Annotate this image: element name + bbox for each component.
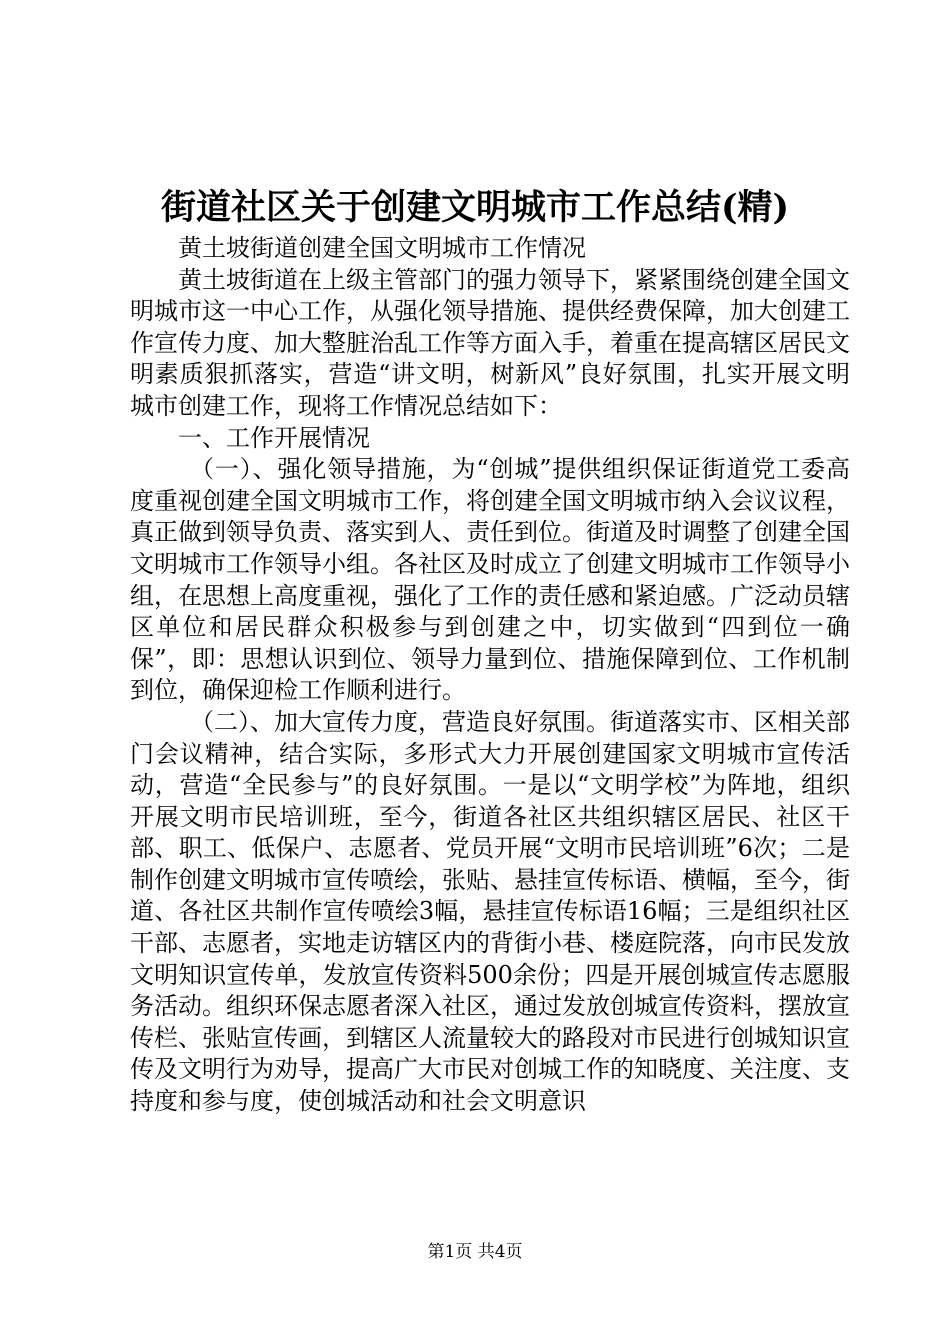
paragraph-intro: 黄土坡街道在上级主管部门的强力领导下，紧紧围绕创建全国文明城市这一中心工作，从强化领导措施、提供经费保障，加大创建工作宣传力度、加大整脏治乱工作等方面入手，着重在提高辖区居民文明素质狠抓落实，营造“讲文明，树新风”良好氛围，扎实开展文明城市创建工作，现将工作情况总结如下： <box>130 265 850 420</box>
section-heading-work-status: 一、工作开展情况 <box>178 423 370 452</box>
paragraph-section-1: （一）、强化领导措施，为“创城”提供组织保证街道党工委高度重视创建全国文明城市工作，将创建全国文明城市纳入会议议程，真正做到领导负责、落实到人、责任到位。街道及时调整了创建全国文明城市工作领导小组。各社区及时成立了创建文明城市工作领导小组，在思想上高度重视，强化了工作的责任感和紧迫感。广泛动员辖区单位和居民群众积极参与到创建之中，切实做到“四到位一确保”，即：思想认识到位、领导力量到位、措施保障到位、工作机制到位，确保迎检工作顺利进行。 <box>130 455 850 705</box>
document-body <box>130 233 850 1118</box>
paragraph-subtitle: 黄土坡街道创建全国文明城市工作情况 <box>178 234 586 262</box>
paragraph-section-2: （二）、加大宣传力度，营造良好氛围。街道落实市、区相关部门会议精神，结合实际，多形式大力开展创建国家文明城市宣传活动，营造“全民参与”的良好氛围。一是以“文明学校”为阵地，组织开展文明市民培训班，至今，街道各社区共组织辖区居民、社区干部、职工、低保户、志愿者、党员开展“文明市民培训班”6次；二是制作创建文明城市宣传喷绘，张贴、悬挂宣传标语、横幅，至今，街道、各社区共制作宣传喷绘3幅，悬挂宣传标语16幅；三是组织社区干部、志愿者，实地走访辖区内的背街小巷、楼庭院落，向市民发放文明知识宣传单，发放宣传资料500余份；四是开展创城宣传志愿服务活动。组织环保志愿者深入社区，通过发放创城宣传资料，摆放宣传栏、张贴宣传画，到辖区人流量较大的路段对市民进行创城知识宣传及文明行为劝导，提高广大市民对创城工作的知晓度、关注度、支持度和参与度，使创城活动和社会文明意识 <box>130 707 850 1116</box>
document-title: 街道社区关于创建文明城市工作总结(精) <box>160 187 790 228</box>
page-footer: 第1页 共4页 <box>427 1242 523 1262</box>
